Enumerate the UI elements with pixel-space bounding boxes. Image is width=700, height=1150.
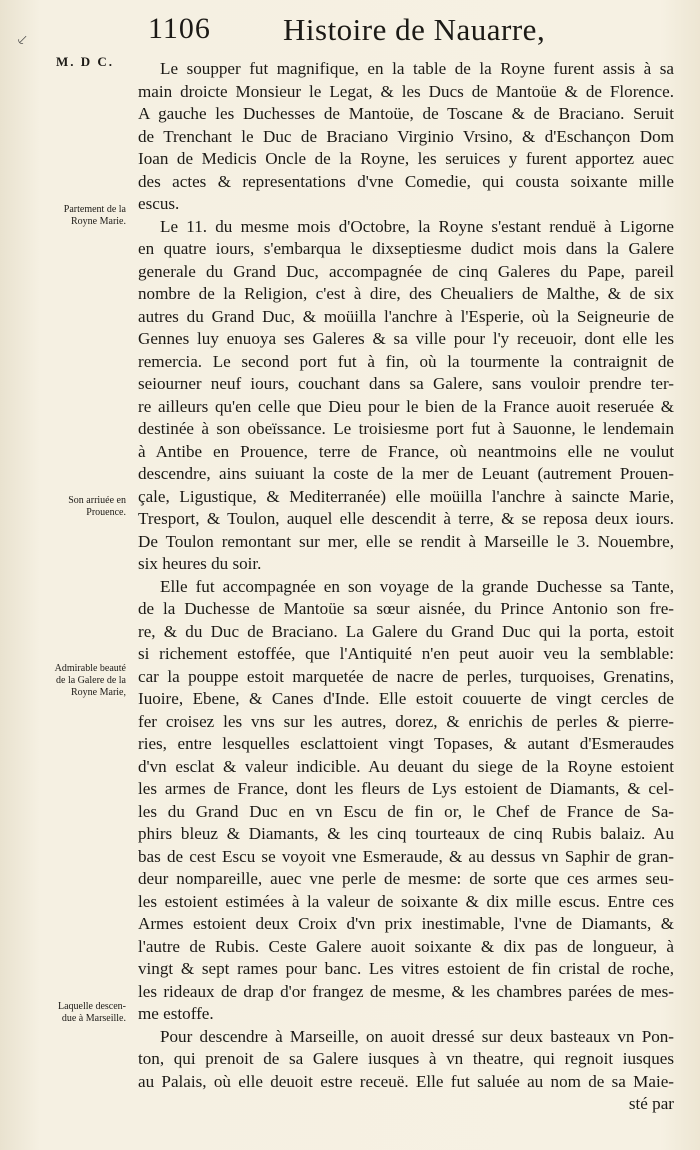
text-line: Armes estoient deux Croix d'vn prix inestimable, l'vne de Diamants, & [138,914,674,933]
margin-note-line: Son arriuée en [68,495,126,506]
text-line: de Trenchant le Duc de Braciano Virginio Vrsino, & d'Eschançon Dom [138,126,674,146]
text-line: à Antibe en Prouence, terre de France, où neantmoins elle ne voulut [138,441,674,461]
text-line: l'autre de Rubis. Ceste Galere auoit soixante & dix pas de longueur, à [138,936,674,956]
margin-note-line: due à Marseille. [61,1013,126,1024]
text-line: car la pouppe estoit marquetée de nacre de perles, turquoises, Grenatins, [138,666,674,686]
text-line: phirs bleuz & Diamants, & les cinq tourteaux de cinq Rubis balaiz. Au [138,824,674,843]
text-line: les estoient estimées à la valeur de soixante & dix mille escus. Entre ces [138,891,674,911]
text-line: Elle fut accompagnée en son voyage de la grande Duchesse sa Tante, [160,576,674,596]
text-line: me estoffe. [138,1004,214,1023]
margin-note-line: Admirable beauté [54,663,126,674]
text-line: au Palais, où elle deuoit estre receuë. Elle fut saluée au nom de sa Maie- [138,1071,674,1091]
text-line: descendre, ains suiuant la coste de la mer de Leuant (autrement Prouen- [138,464,674,483]
text-line: Le soupper fut magnifique, en la table de la Royne furent assis à sa [160,59,674,78]
text-line: generale du Grand Duc, accompagnée de cinq Galeres du Pape, pareil [138,261,674,281]
text-line: ton, qui prenoit de sa Galere iusques à vn theatre, qui regnoit iusques [138,1049,674,1068]
margin-note-line: Royne Marie, [71,687,126,698]
text-line: Pour descendre à Marseille, on auoit dressé sur deux basteaux vn Pon- [160,1026,674,1046]
text-line: Ioan de Medicis Oncle de la Royne, les seruices y furent apportez auec [138,149,674,168]
text-line: De Toulon remontant sur mer, elle se rendit à Marseille le 3. Nouembre, [138,531,674,551]
text-line: les rideaux de drap d'or frangez de mesme, & les chambres parées de mes- [138,981,674,1001]
text-line: Gennes luy enuoya ses Galeres & sa ville pour l'y receuoir, dont elle les [138,329,674,348]
text-line: deur nompareille, auec vne perle de mesme: de sorte que ces armes seu- [138,869,674,888]
text-line: des actes & representations d'vne Comedie, qui cousta soixante mille [138,171,674,191]
text-line: nombre de la Religion, c'est à dire, des Cheualiers de Malthe, & de six [138,284,674,303]
text-line: escus. [138,194,180,213]
text-line: en quatre iours, s'embarqua le dixseptiesme dudict mois dans la Galere [138,239,674,258]
text-line: si richement estoffée, que l'Antiquité n'en peut auoir veu la semblable: [138,644,674,663]
page-header [148,10,688,54]
text-line: Le 11. du mesme mois d'Octobre, la Royne s'estant renduë à Ligorne [160,216,674,236]
margin-note-line: Partement de la [63,204,126,215]
text-line: A gauche les Duchesses de Mantoüe, de Toscane & de Braciano. Seruit [138,104,674,123]
margin-note-line: de la Galere de la [56,675,126,686]
text-line: d'vn esclat & valeur indicible. Au deuant du siege de la Royne estoient [138,756,674,776]
catchword: sté par [628,1094,674,1113]
text-line: ries, entre lesquelles esclattoient vingt Topases, & autant d'Esmeraudes [138,734,674,753]
text-line: seiourner neuf iours, couchant dans sa Galere, sans vouloir prendre ter- [138,374,674,393]
running-title: Histoire de Nauarre, [283,12,546,47]
text-line: remercia. Le second port fut à fin, où la tourmente la contraignit de [138,351,674,371]
text-line: main droicte Monsieur le Legat, & les Ducs de Mantoüe & de Florence. [138,81,674,101]
page-number: 1106 [148,12,211,45]
text-line: re ailleurs qu'en celle que Dieu pour le bien de la France auoit reseruée & [138,396,674,416]
margin-note-line: Prouence. [86,507,126,518]
text-line: destinée à son obeïssance. Le troisiesme port fut à Sauonne, le lendemain [138,419,674,438]
text-line: Tresport, & Toulon, auquel elle descendit à terre, & se reposa deux iours. [138,509,674,528]
year-marginal: M. D C. [56,54,115,69]
text-line: autres du Grand Duc, & moüilla l'anchre à l'Esperie, où la Seigneurie de [138,306,674,326]
margin-note-departure [32,204,126,228]
corner-mark: ⸔ [16,30,29,49]
text-line: çale, Ligustique, & Mediterranée) elle moüilla l'anchre à saincte Marie, [138,486,674,506]
margin-note-galley [32,663,126,699]
margin-note-landing [32,1001,126,1025]
text-line: bas de cest Escu se voyoit vne Esmeraude, & au dessus vn Saphir de gran- [138,846,674,866]
text-line: les du Grand Duc en vn Escu de fin or, le Chef de France de Sa- [138,801,674,821]
text-line: six heures du soir. [138,554,262,573]
body-text [138,58,674,1116]
text-line: re, & du Duc de Braciano. La Galere du Grand Duc qui la porta, estoit [138,621,674,641]
margin-note-line: Laquelle descen- [57,1001,126,1012]
text-line: vingt & sept rames pour banc. Les vitres estoient de fin cristal de roche, [138,959,674,978]
text-line: fer croisez les vns sur les autres, dorez, & enrichis de perles & pierre- [138,711,674,731]
margin-note-line: Royne Marie. [71,216,126,227]
text-line: les armes de France, dont les fleurs de Lys estoient de Diamants, & cel- [138,779,674,798]
text-line: de la Duchesse de Mantoüe sa sœur aisnée, du Prince Antonio son fre- [138,599,674,618]
text-line: Iuoire, Ebene, & Canes d'Inde. Elle estoit couuerte de vingt cercles de [138,689,674,708]
margin-note-arrival [32,495,126,519]
